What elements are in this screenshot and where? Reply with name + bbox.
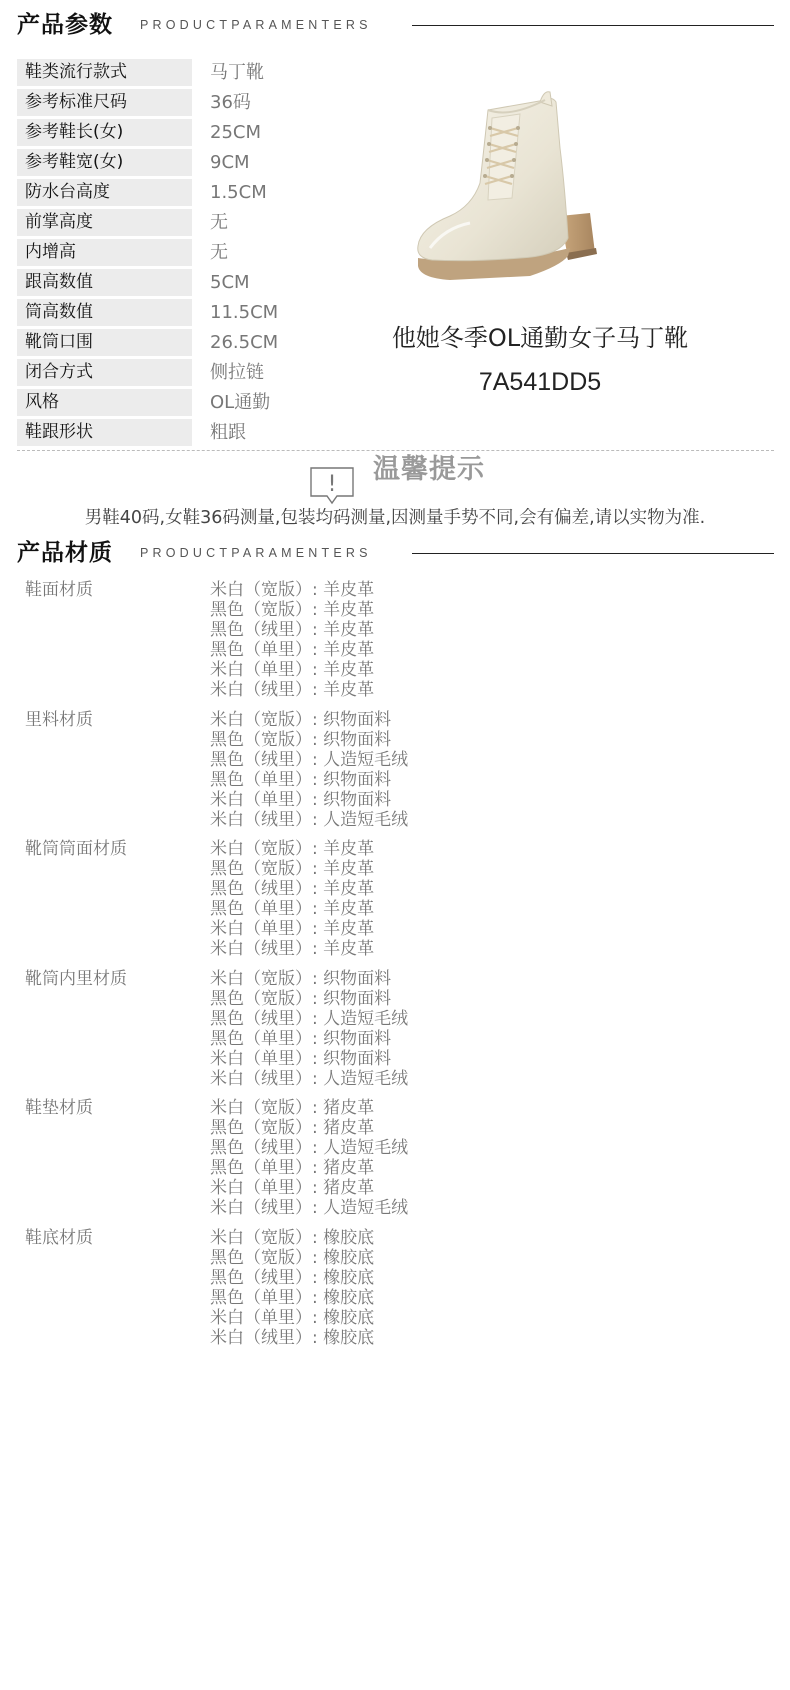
param-key: 鞋跟形状 (17, 419, 192, 446)
param-row (17, 418, 397, 448)
param-row (17, 388, 397, 418)
material-value: 米白（单里）: 橡胶底 (210, 1307, 375, 1328)
product-boot-image (410, 88, 610, 298)
material-value: 黑色（单里）: 橡胶底 (210, 1287, 375, 1308)
speech-bubble-icon (309, 466, 355, 506)
material-value: 黑色（单里）: 织物面料 (210, 1028, 392, 1049)
tip-text: 男鞋40码,女鞋36码测量,包装均码测量,因测量手势不同,会有偏差,请以实物为准. (84, 508, 706, 528)
param-row (17, 298, 397, 328)
param-key: 风格 (17, 389, 192, 416)
section-subtitle: PRODUCTPARAMENTERS (140, 18, 372, 32)
material-value: 黑色（绒里）: 羊皮革 (210, 620, 375, 640)
dashed-divider (17, 450, 774, 451)
material-value: 米白（单里）: 织物面料 (210, 789, 392, 810)
material-value: 米白（绒里）: 人造短毛绒 (210, 1198, 409, 1219)
param-key: 参考鞋长(女) (17, 119, 192, 146)
section-subtitle: PRODUCTPARAMENTERS (140, 546, 372, 560)
param-value: OL通勤 (210, 392, 271, 413)
material-value: 黑色（宽版）: 织物面料 (210, 729, 392, 750)
product-code: 7A541DD5 (478, 368, 602, 396)
material-group (17, 1228, 757, 1358)
material-value: 米白（宽版）: 猪皮革 (210, 1098, 375, 1119)
param-value: 25CM (210, 122, 262, 143)
material-value: 黑色（绒里）: 橡胶底 (210, 1267, 375, 1288)
section-title: 产品材质 (17, 540, 113, 566)
product-name: 他她冬季OL通勤女子马丁靴 (391, 324, 689, 352)
section-header-materials (17, 536, 774, 570)
params-table (17, 58, 397, 448)
param-value: 侧拉链 (210, 362, 264, 383)
param-key: 闭合方式 (17, 359, 192, 386)
material-value: 米白（宽版）: 羊皮革 (210, 839, 375, 860)
param-value: 9CM (210, 152, 250, 173)
material-key: 鞋底材质 (25, 1227, 93, 1248)
param-row (17, 178, 397, 208)
material-value: 米白（绒里）: 橡胶底 (210, 1327, 375, 1348)
param-key: 筒高数值 (17, 299, 192, 326)
material-value: 黑色（单里）: 羊皮革 (210, 899, 375, 920)
param-value: 马丁靴 (210, 62, 264, 83)
header-rule (412, 25, 774, 26)
material-value: 黑色（绒里）: 人造短毛绒 (210, 749, 409, 770)
param-value: 无 (210, 242, 228, 263)
material-key: 靴筒内里材质 (25, 968, 127, 989)
material-value: 黑色（宽版）: 羊皮革 (210, 600, 375, 620)
material-group (17, 1098, 757, 1228)
param-row (17, 88, 397, 118)
material-value: 米白（单里）: 猪皮革 (210, 1178, 375, 1199)
param-row (17, 58, 397, 88)
param-key: 参考标准尺码 (17, 89, 192, 116)
material-key: 鞋面材质 (25, 580, 93, 600)
material-group (17, 710, 757, 840)
header-rule (412, 553, 774, 554)
material-group (17, 580, 757, 710)
material-value: 米白（宽版）: 织物面料 (210, 968, 392, 989)
param-key: 靴筒口围 (17, 329, 192, 356)
material-key: 鞋垫材质 (25, 1098, 93, 1119)
material-value: 黑色（单里）: 织物面料 (210, 769, 392, 790)
param-row (17, 208, 397, 238)
material-value: 黑色（宽版）: 橡胶底 (210, 1247, 375, 1268)
param-key: 跟高数值 (17, 269, 192, 296)
material-value: 黑色（单里）: 羊皮革 (210, 640, 375, 660)
tip-title: 温馨提示 (373, 454, 485, 485)
material-value: 黑色（绒里）: 人造短毛绒 (210, 1138, 409, 1159)
param-value: 粗跟 (210, 422, 246, 443)
param-row (17, 118, 397, 148)
material-value: 米白（绒里）: 人造短毛绒 (210, 1068, 409, 1089)
material-value: 米白（绒里）: 羊皮革 (210, 939, 375, 960)
param-key: 前掌高度 (17, 209, 192, 236)
param-row (17, 328, 397, 358)
param-value: 1.5CM (210, 182, 267, 203)
tip-icon-glyph: ! (327, 472, 337, 497)
material-value: 米白（单里）: 羊皮革 (210, 919, 375, 940)
material-value: 黑色（宽版）: 织物面料 (210, 988, 392, 1009)
material-value: 米白（单里）: 羊皮革 (210, 660, 375, 680)
param-row (17, 268, 397, 298)
material-value: 黑色（单里）: 猪皮革 (210, 1158, 375, 1179)
param-key: 内增高 (17, 239, 192, 266)
param-row (17, 238, 397, 268)
materials-list (17, 580, 757, 1358)
material-value: 黑色（宽版）: 羊皮革 (210, 859, 375, 880)
param-value: 5CM (210, 272, 250, 293)
material-value: 黑色（绒里）: 人造短毛绒 (210, 1008, 409, 1029)
material-group (17, 839, 757, 969)
material-value: 米白（绒里）: 羊皮革 (210, 680, 375, 700)
param-row (17, 148, 397, 178)
material-value: 黑色（绒里）: 羊皮革 (210, 879, 375, 900)
material-value: 米白（宽版）: 羊皮革 (210, 580, 375, 600)
param-row (17, 358, 397, 388)
material-value: 米白（单里）: 织物面料 (210, 1048, 392, 1069)
material-value: 黑色（宽版）: 猪皮革 (210, 1118, 375, 1139)
material-group (17, 969, 757, 1099)
param-value: 36码 (210, 92, 251, 113)
param-key: 鞋类流行款式 (17, 59, 192, 86)
param-value: 26.5CM (210, 332, 279, 353)
material-value: 米白（绒里）: 人造短毛绒 (210, 809, 409, 830)
material-key: 里料材质 (25, 709, 93, 730)
section-header-params (17, 8, 774, 42)
param-value: 无 (210, 212, 228, 233)
param-key: 防水台高度 (17, 179, 192, 206)
material-value: 米白（宽版）: 织物面料 (210, 709, 392, 730)
param-value: 11.5CM (210, 302, 279, 323)
section-title: 产品参数 (17, 12, 113, 38)
param-key: 参考鞋宽(女) (17, 149, 192, 176)
material-value: 米白（宽版）: 橡胶底 (210, 1227, 375, 1248)
material-key: 靴筒筒面材质 (25, 839, 127, 860)
